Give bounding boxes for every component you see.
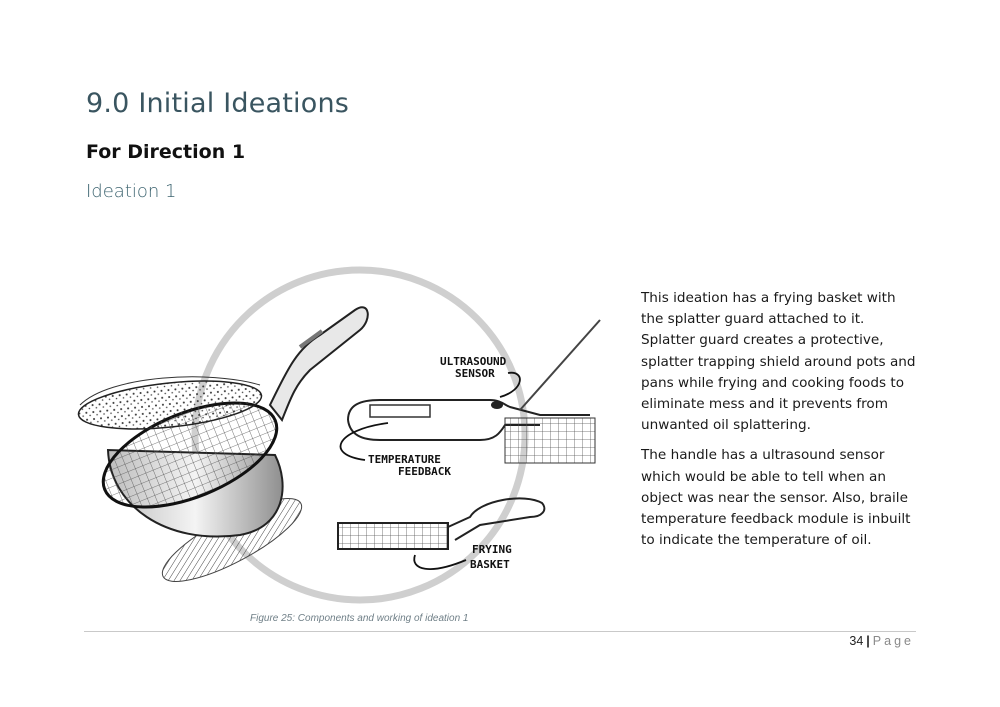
ideation-heading: Ideation 1 <box>86 181 177 202</box>
label-frying: FRYING <box>472 543 512 556</box>
basket-detail-sketch <box>338 498 544 549</box>
footer-separator: | <box>866 634 870 648</box>
direction-heading: For Direction 1 <box>86 141 246 163</box>
label-basket: BASKET <box>470 558 510 571</box>
section-heading: 9.0 Initial Ideations <box>86 88 350 119</box>
paragraph-handle: The handle has a ultrasound sensor which would be able to tell when an object was near the sensor. Also, braile temperature feedback module is inbuilt to indicate the temperature of oil. <box>641 447 911 549</box>
label-sensor: SENSOR <box>455 367 495 380</box>
footer-divider <box>84 631 916 632</box>
figure-caption: Figure 25: Components and working of ideation 1 <box>250 613 469 624</box>
handle-detail-sketch <box>348 320 600 463</box>
label-ultrasound: ULTRASOUND <box>440 355 507 368</box>
page-footer <box>849 634 914 648</box>
ideation-sketch <box>70 255 615 610</box>
description-text <box>641 288 916 560</box>
page-word: Page <box>872 634 914 648</box>
label-feedback: FEEDBACK <box>398 465 451 478</box>
paragraph-basket: This ideation has a frying basket with the splatter guard attached to it. Splatter guard creates a protective, splatter trapping shield around pots and pans while frying and cooking foods to eliminate mess and it prevents from unwanted oil splattering. <box>641 290 916 434</box>
page-number: 34 <box>849 634 864 648</box>
label-temperature: TEMPERATURE <box>368 453 441 466</box>
